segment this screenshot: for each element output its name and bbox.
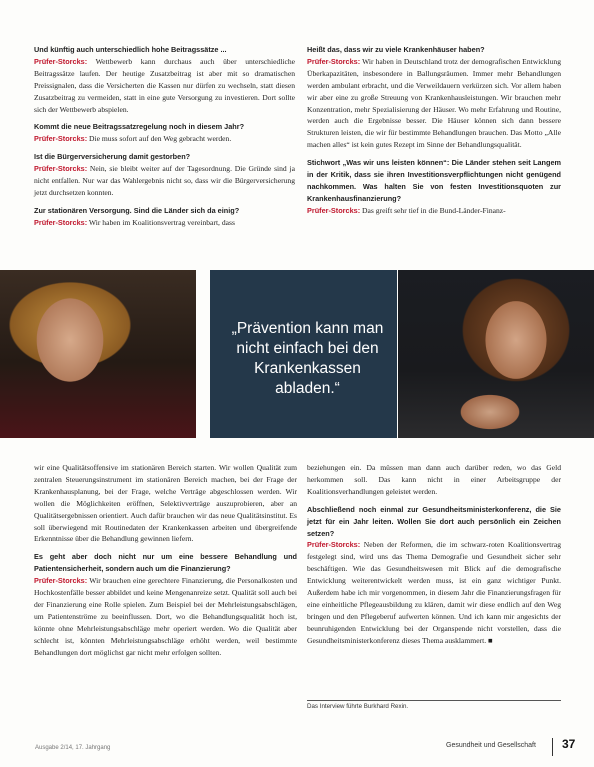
speaker-label: Prüfer-Storcks: [34, 56, 88, 66]
answer-text: Die muss sofort auf den Weg gebracht werden. [89, 134, 232, 144]
speaker-label: Prüfer-Storcks: [34, 164, 88, 174]
answer-continuation: beziehungen ein. Da müssen man dann auch darüber reden, wo das Geld herkommen soll. Das kann nicht in einer Arbeitsgruppe der Koalitionsverhandlungen geleistet werden. [307, 463, 561, 496]
column-left-bottom [34, 462, 297, 665]
speaker-label: Prüfer-Storcks: [34, 134, 88, 144]
answer-text: Wir haben in Deutschland trotz der demografischen Entwicklung Überkapazitäten, insbesondere in Ballungsräumen. Immer mehr Behandlungen werden ambulant erbracht, und die Verweildauern verkürzen sich. Vor allem haben wir aber eine zu große Streuung von Krankenhausleistungen. Wir brauchen mehr Konzentration, mehr Spezialisierung der Häuser. Wo mehr Erfahrung und Routine, werden auch die Ergebnisse besser. Die Häuser können sich dann bessere Strukturen leisten, die wir für bestimmte Behandlungen brauchen. Das Motto „Alle machen alles“ ist kein gutes Rezept im Sinne der Behandlungsqualität. [307, 56, 561, 150]
interview-question: Ist die Bürgerversicherung damit gestorben? [34, 152, 191, 162]
speaker-label: Prüfer-Storcks: [34, 576, 88, 586]
interview-answer [34, 217, 295, 229]
interview-credit: Das Interview führte Burkhard Rexin. [307, 703, 409, 710]
answer-text: Nein, sie bleibt weiter auf der Tagesordnung. Die Gründe sind ja nicht entfallen. Nur war das Wahlergebnis nicht so, dass wir die Bürgerversicherung jetzt durchsetzen konnten. [34, 164, 295, 197]
interview-answer [34, 133, 295, 145]
magazine-name: Gesundheit und Gesellschaft [446, 742, 536, 749]
interview-answer [34, 163, 295, 199]
interview-answer [307, 539, 561, 646]
answer-text: Wettbewerb kann durchaus auch über unterschiedliche Beitragssätze laufen. Der heutige Zusatzbeitrag ist aber mit so dramatischen Preissignalen, dass die Versicherten die Kassen nur dürfen zu wechseln, statt diesen Zusatzbeitrag zu vermeiden, statt in eine gute Versorgung zu investieren. Dort sollte sich der Wettbewerb abspielen. [34, 56, 296, 114]
interview-answer [307, 56, 561, 151]
page-number: 37 [562, 737, 576, 751]
interview-answer [34, 575, 297, 658]
interview-question: Heißt das, dass wir zu viele Krankenhäuser haben? [307, 45, 485, 54]
interview-question: Kommt die neue Beitragssatzregelung noch in diesem Jahr? [34, 122, 245, 132]
interview-answer [34, 56, 295, 116]
speaker-label: Prüfer-Storcks: [34, 217, 88, 227]
answer-text: Neben der Reformen, die im schwarz-roten Koalitionsvertrag festgelegt sind, wird uns das Thema Demografie und Gesundheit sicher sehr beschäftigen. Wie das Gesundheitswesen mit Blick auf die demografische Entwicklung weiterentwickelt werden muss, ist ein ganz wichtiger Punkt. Außerdem habe ich mir vorgenommen, in diesem Jahr die Finanzierungsfragen für eine einheitliche Pflegeausbildung zu klären, damit wir diese endlich auf den Weg bringen und den Pflegeberuf aufwerten können. Und ich kann mir angesichts der beunruhigenden Entwicklung bei der Organspende nicht vorstellen, dass die Gesundheitsministerkonferenz dieses Thema ausklammert. ■ [307, 540, 561, 645]
pull-quote: „Prävention kann man nicht einfach bei den Krankenkassen abladen.“ [231, 320, 384, 397]
answer-continuation: wir eine Qualitätsoffensive im stationären Bereich starten. Wir wollen Qualität zum zentralen Steuerungsinstrument im stationären Bereich machen, bei der Frage der Krankenhausplanung, bei der Frage, welche Verträge abgeschlossen werden. Wir wollen die Möglichkeiten eröffnen, Selektivverträge auszuprobieren, aber an Qualitätsergebnissen orientiert. Auch dafür brauchen wir das neue Qualitätsinstitut. Es soll überwiegend mit Routinedaten der Krankenkassen arbeiten und übergreifende Erkenntnisse über die Behandlung gewinnen liefern. [34, 463, 297, 544]
answer-text: Wir brauchen eine gerechtere Finanzierung, die Personalkosten und Hochkostenfälle besser abbildet und keine Mengenanreize setzt. Qualität soll auch bei der Finanzierung eine Rolle spielen. Zum Beispiel bei der Mehrleistungsabschlägen, um Patientenströme zu beeinflussen. Dort, wo die Behandlungsqualität hoch ist, könnte ohne Mehrleistungsabschläge mehr operiert werden. Wo die Qualität aber schlecht ist, könnten Mehrleistungsabschläge erhöht werden, weil bestimmte Behandlungen dort möglichst gar nicht mehr erfolgen sollten. [34, 576, 297, 657]
answer-text: Wir haben im Koalitionsvertrag vereinbart, dass [88, 217, 235, 227]
interview-photo-left [0, 270, 196, 438]
issue-info: Ausgabe 2/14, 17. Jahrgang [35, 745, 111, 751]
answer-text: Das greift sehr tief in die Bund-Länder-Finanz- [362, 205, 506, 215]
interview-question: Stichwort „Was wir uns leisten können“: Die Länder stehen seit Langem in der Kritik, dass sie ihren Investitionsverpflichtungen nicht genügend nachkommen. Was halten Sie von festen Investitionsquoten zur Krankenhausfinanzierung? [307, 158, 561, 203]
interview-question: Abschließend noch einmal zur Gesundheitsministerkonferenz, die Sie jetzt für ein Jahr leiten. Wollen Sie dort auch persönlich ein Zeichen setzen? [307, 504, 561, 538]
interview-question: Es geht aber doch nicht nur um eine bessere Behandlung und Patientensicherheit, sondern auch um die Finanzierung? [34, 552, 297, 574]
speaker-label: Prüfer-Storcks: [307, 540, 361, 550]
column-right-bottom [307, 462, 561, 653]
footer-divider [552, 738, 553, 756]
pull-quote-box [210, 270, 397, 438]
interview-photo-right [398, 270, 594, 438]
credit-divider [307, 700, 561, 701]
interview-answer [307, 205, 561, 217]
column-left-top [34, 44, 295, 235]
column-right-top [307, 44, 561, 223]
speaker-label: Prüfer-Storcks: [307, 56, 361, 66]
speaker-label: Prüfer-Storcks: [307, 205, 361, 215]
interview-question: Zur stationären Versorgung. Sind die Länder sich da einig? [34, 205, 240, 215]
interview-question: Und künftig auch unterschiedlich hohe Beitragssätze ... [34, 45, 227, 54]
